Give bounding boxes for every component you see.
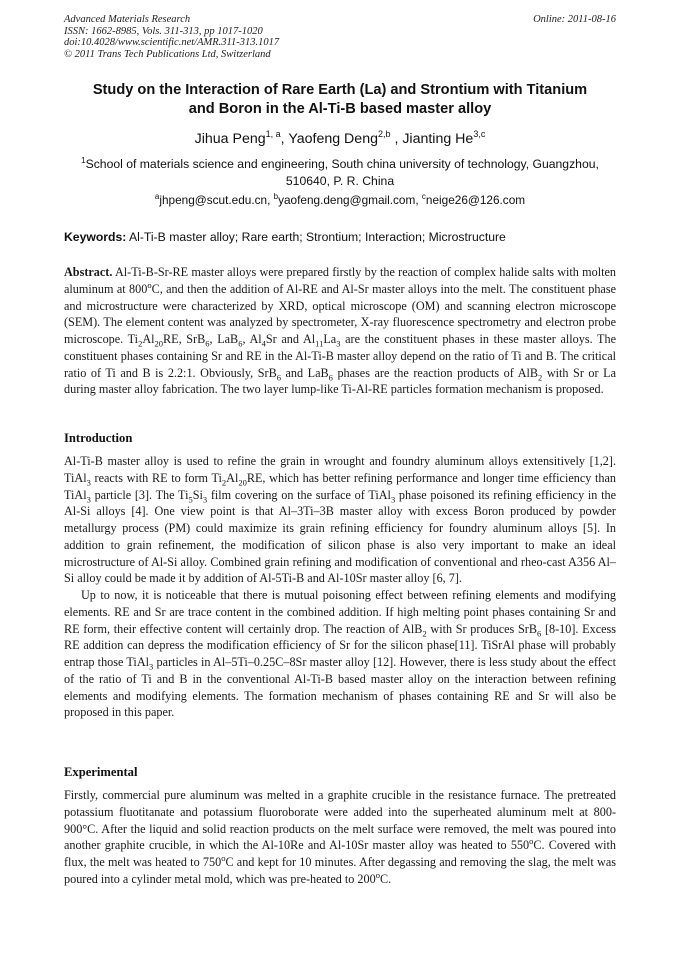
author-3-affil: 3,c: [473, 129, 486, 139]
doi-line: doi:10.4028/www.scientific.net/AMR.311-313.1017: [64, 37, 280, 49]
journal-header: [64, 14, 616, 60]
email-list: $^a$jhpeng@scut.edu.cn, $^b$yaofeng.deng@gmail.com, $^c$neige26@126.com: [154, 192, 526, 207]
abstract-label: Abstract.: [64, 265, 113, 279]
intro-paragraph-2: Up to now, it is noticeable that there is mutual poisoning effect between refining elements and modifying elements. RE and Sr are trace content in the combined addition. If high melting point phases containing Sr and RE form, their effective content will certainly drop. The reaction of AlB$_2$ with Sr produces SrB$_6$ [8-10]. Excess RE addition can depress the modification efficiency of Sr for the silicon phase[11]. TiSrAl phase will probably entrap those TiAl$_3$ particles in Al–5Ti–0.25C–8Sr master alloy [12]. However, there is less study about the effect of the ratio of Ti and B in the conventional Al-Ti-B based master alloy on the interaction between refining elements and modifying elements. The formation mechanism of phases containing RE and Sr will also be proposed in this paper.: [64, 588, 617, 720]
email-c: neige26@126.com: [425, 193, 526, 207]
paper-title: [64, 81, 616, 119]
affiliation-line-2: 510640, P. R. China: [285, 173, 395, 188]
affiliation: [64, 156, 616, 189]
abstract-paragraph: Abstract. Al-Ti-B-Sr-RE master alloys were prepared firstly by the reaction of complex halide salts with molten aluminum at 800$^o$C, and then the addition of Al-RE and Al-Sr master alloys into the melt. The constituent phase and microstructure were characterized by XRD, optical microscope (OM) and scanning electron microscope (SEM). The element content was analyzed by spectrometer, X-ray fluorescence spectrometry and electron probe microscope. $Ti_2Al_{20}RE$, SrB$_6$, LaB$_6$, $Al_4Sr$ and $Al_{11}La_3$ are the constituent phases in these master alloys. The constituent phases containing Sr and RE in the Al-Ti-B master alloy depend on the ratio of Ti and B. The critical ratio of Ti and B is 2.2:1. Obviously, SrB$_6$ and LaB$_6$ phases are the reaction products of AlB$_2$ with Sr or La during master alloy fabrication. The two layer lump-like Ti-Al-RE particles formation mechanism is proposed.: [64, 265, 616, 397]
title-line-1: Study on the Interaction of Rare Earth (La) and Strontium with Titanium: [92, 82, 588, 98]
keywords: [64, 230, 616, 244]
author-list: [64, 131, 616, 147]
keywords-label: Keywords:: [64, 230, 127, 244]
intro-paragraph-1: Al-Ti-B master alloy is used to refine the grain in wrought and foundry aluminum alloys extensitively [1,2]. TiAl$_3$ reacts with RE to form $Ti_2Al_{20}RE$, which has better refining performance and longer time efficiency than TiAl$_3$ particle [3]. The $Ti_5Si_3$ film covering on the surface of TiAl$_3$ phase poisoned its refining efficiency in the Al-Si alloys [4]. One view point is that Al–3Ti–3B master alloy with excess Boron produced by powder metallurgy process (PM) could maximize its grain refining efficiency for foundry aluminum alloys [5]. In addition to grain refinement, the modification of silicon phase is also very important to make an ideal microstructure of Al-Si alloy. Combined grain refining and modification of conventional and rheo-cast A356 Al–Si alloy could be made it by addition of Al-5Ti-B and Al-10Sr master alloy [6, 7].: [64, 454, 617, 586]
author-1-affil: 1, a: [265, 129, 281, 139]
author-2-affil: 2,b: [377, 129, 391, 139]
title-line-2: and Boron in the Al-Ti-B based master alloy: [188, 101, 492, 117]
affiliation-marker: 1: [81, 156, 86, 165]
journal-name: Advanced Materials Research: [64, 14, 191, 25]
affiliation-line-1: School of materials science and engineering, South china university of technology, Guangzhou,: [85, 157, 599, 171]
author-2: Yaofeng Deng: [288, 131, 378, 147]
experimental-paragraph: Firstly, commercial pure aluminum was melted in a graphite crucible in the resistance furnace. The pretreated potassium fluotitanate and potassium fluoroborate were added into the superheated aluminum melt at 800-900°C. After the liquid and solid reaction products on the melt surface were removed, the melt was poured into another graphite crucible, in which the Al-10Re and Al-10Sr master alloy was heated to 550$^o$C. Covered with flux, the melt was heated to 750$^o$C and kept for 10 minutes. After degassing and removing the slag, the melt was poured into a cylinder metal mold, which was pre-heated to 200$^o$C.: [64, 788, 617, 886]
online-date: Online: 2011-08-16: [533, 14, 616, 25]
author-separator: ,: [280, 131, 289, 147]
issn-line: ISSN: 1662-8985, Vols. 311-313, pp 1017-1020: [64, 25, 263, 37]
email-a: jhpeng@scut.edu.cn,: [159, 193, 274, 207]
author-separator: ,: [390, 131, 403, 147]
introduction-body: [64, 453, 616, 721]
author-1: Jihua Peng: [194, 131, 266, 147]
introduction-heading: Introduction: [64, 431, 133, 445]
email-b: yaofeng.deng@gmail.com,: [278, 193, 422, 207]
experimental-heading: Experimental: [64, 765, 138, 779]
keywords-text: Al-Ti-B master alloy; Rare earth; Strontium; Interaction; Microstructure: [126, 230, 506, 244]
copyright-line: © 2011 Trans Tech Publications Ltd, Switzerland: [64, 48, 271, 60]
author-3: Jianting He: [402, 131, 474, 147]
